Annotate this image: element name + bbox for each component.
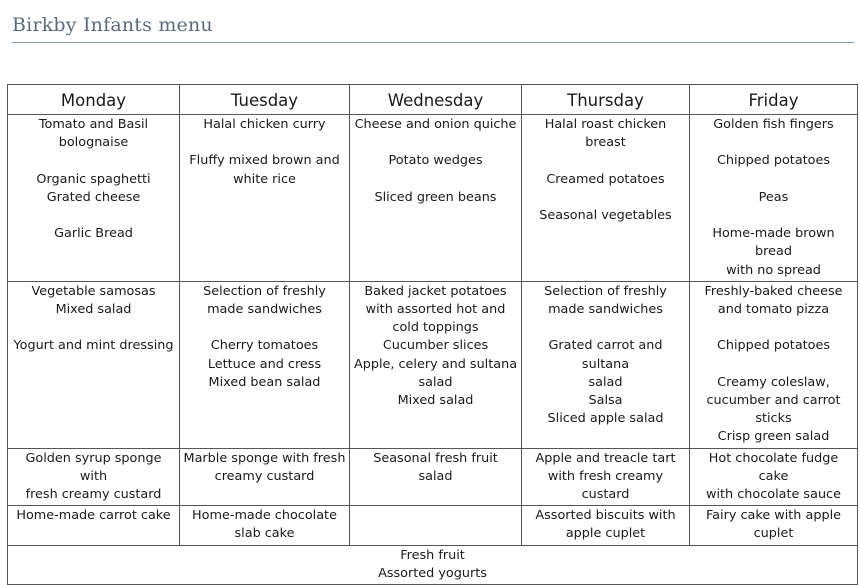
menu-cell-wednesday: [350, 281, 522, 448]
menu-item-line: Fairy cake with apple: [706, 508, 841, 524]
item-spacer: [692, 356, 855, 374]
item-spacer: [182, 134, 347, 152]
menu-item-line: fresh creamy custard: [25, 486, 162, 502]
day-header-row: [8, 85, 858, 115]
menu-item-line: Seasonal fresh fruit: [373, 450, 498, 466]
menu-item-line: white rice: [233, 171, 296, 187]
menu-item-line: salad: [418, 374, 453, 390]
menu-item-line: salad: [588, 374, 623, 390]
menu-item-line: Cucumber slices: [382, 338, 489, 354]
menu-item-line: Baked jacket potatoes: [364, 283, 507, 299]
menu-item-line: Marble sponge with fresh: [183, 450, 346, 466]
day-header-tuesday: Tuesday: [180, 85, 350, 115]
menu-item-line: Creamy coleslaw,: [717, 374, 830, 390]
menu-item-line: salad: [418, 468, 453, 484]
menu-item-line: Sliced green beans: [374, 189, 497, 205]
cake-row: [8, 506, 858, 545]
menu-cell-tuesday: [180, 281, 350, 448]
menu-item-line: Potato wedges: [388, 153, 483, 169]
main-course-row: [8, 115, 858, 282]
menu-item-line: Garlic Bread: [54, 226, 133, 242]
menu-cell-tuesday: [180, 448, 350, 506]
menu-item-line: Sliced apple salad: [547, 411, 664, 427]
menu-item-line: custard: [581, 486, 630, 502]
menu-item-line: cucumber and carrot: [706, 392, 841, 408]
footer-item: Assorted yogurts: [378, 565, 487, 581]
menu-item-line: with chocolate sauce: [706, 486, 841, 502]
menu-item-line: Halal chicken curry: [203, 117, 326, 132]
menu-item-line: Home-made brown bread: [712, 226, 835, 260]
menu-item-line: Hot chocolate fudge cake: [708, 450, 839, 484]
menu-item-line: Halal roast chicken: [544, 117, 667, 132]
menu-item-line: Fluffy mixed brown and: [189, 153, 340, 169]
menu-cell-friday: [690, 281, 858, 448]
weekly-menu-table: [7, 84, 858, 585]
menu-item-line: Home-made carrot cake: [16, 508, 171, 524]
menu-item-line: Selection of freshly: [203, 283, 326, 299]
menu-item-line: Creamed potatoes: [546, 171, 665, 187]
item-spacer: [524, 319, 687, 337]
menu-item-line: Apple, celery and sultana: [353, 356, 518, 372]
menu-item-line: Home-made chocolate: [192, 508, 337, 524]
menu-item-line: Apple and treacle tart: [535, 450, 676, 466]
item-spacer: [352, 171, 519, 189]
menu-item-line: Mixed bean salad: [208, 374, 321, 390]
menu-item-line: Golden syrup sponge with: [25, 450, 162, 484]
page-title: Birkby Infants menu: [12, 14, 213, 36]
menu-item-line: Vegetable samosas: [31, 283, 156, 299]
menu-item-line: Mixed salad: [55, 301, 132, 317]
menu-cell-thursday: [522, 448, 690, 506]
item-spacer: [352, 134, 519, 152]
menu-item-line: Organic spaghetti: [36, 171, 151, 187]
menu-item-line: cuplet: [753, 526, 794, 542]
menu-cell-wednesday: [350, 506, 522, 545]
footer-row: [8, 545, 858, 584]
menu-cell-monday: [8, 115, 180, 282]
menu-item-line: Tomato and Basil: [38, 117, 149, 132]
menu-item-line: and tomato pizza: [717, 301, 830, 317]
item-spacer: [692, 207, 855, 225]
item-spacer: [10, 319, 177, 337]
item-spacer: [692, 319, 855, 337]
menu-cell-friday: [690, 506, 858, 545]
item-spacer: [692, 171, 855, 189]
menu-item-line: sticks: [755, 411, 792, 427]
menu-item-line: Crisp green salad: [717, 429, 830, 445]
menu-item-line: Selection of freshly: [544, 283, 667, 299]
item-spacer: [182, 319, 347, 337]
menu-item-line: made sandwiches: [548, 301, 663, 317]
menu-item-line: bolognaise: [58, 135, 129, 151]
day-header-thursday: Thursday: [522, 85, 690, 115]
menu-item-line: Chipped potatoes: [716, 153, 831, 169]
menu-item-line: Cheese and onion quiche: [354, 117, 517, 132]
menu-cell-wednesday: [350, 115, 522, 282]
menu-item-line: Chipped potatoes: [716, 338, 831, 354]
day-header-wednesday: Wednesday: [350, 85, 522, 115]
dessert-row: [8, 448, 858, 506]
menu-item-line: with no spread: [726, 262, 821, 278]
menu-cell-thursday: [522, 115, 690, 282]
menu-item-line: Yogurt and mint dressing: [13, 338, 174, 354]
menu-cell-wednesday: [350, 448, 522, 506]
item-spacer: [10, 152, 177, 170]
item-spacer: [524, 189, 687, 207]
menu-item-line: slab cake: [234, 526, 295, 542]
menu-item-line: Freshly-baked cheese: [704, 283, 843, 299]
menu-item-line: creamy custard: [214, 468, 315, 484]
menu-item-line: Mixed salad: [397, 393, 474, 408]
title-underline: [12, 42, 854, 43]
item-spacer: [524, 152, 687, 170]
menu-item-line: Golden fish fingers: [713, 117, 834, 132]
menu-cell-friday: [690, 115, 858, 282]
menu-item-line: made sandwiches: [207, 301, 322, 317]
menu-item-line: Peas: [758, 189, 789, 205]
day-header-friday: Friday: [690, 85, 858, 115]
footer-cell: [8, 545, 858, 584]
menu-item-line: Seasonal vegetables: [539, 207, 672, 223]
menu-item-line: Assorted biscuits with: [535, 508, 676, 524]
menu-item-line: with assorted hot and: [365, 301, 506, 317]
menu-item-line: Grated carrot and sultana: [548, 338, 663, 372]
menu-item-line: Lettuce and cress: [207, 356, 322, 372]
menu-cell-tuesday: [180, 506, 350, 545]
menu-item-line: with fresh creamy: [547, 468, 664, 484]
menu-item-line: Cherry tomatoes: [210, 338, 319, 354]
menu-cell-friday: [690, 448, 858, 506]
footer-item: Fresh fruit: [400, 547, 465, 563]
menu-item-line: cold toppings: [392, 320, 479, 336]
day-header-monday: Monday: [8, 85, 180, 115]
menu-item-line: Grated cheese: [46, 189, 141, 205]
salad-option-row: [8, 281, 858, 448]
menu-cell-monday: [8, 448, 180, 506]
item-spacer: [692, 134, 855, 152]
menu-cell-monday: [8, 506, 180, 545]
menu-cell-thursday: [522, 506, 690, 545]
menu-cell-monday: [8, 281, 180, 448]
item-spacer: [10, 207, 177, 225]
menu-item-line: apple cuplet: [565, 526, 646, 542]
menu-cell-thursday: [522, 281, 690, 448]
menu-item-line: Salsa: [588, 392, 623, 408]
menu-cell-tuesday: [180, 115, 350, 282]
menu-item-line: breast: [585, 135, 626, 151]
